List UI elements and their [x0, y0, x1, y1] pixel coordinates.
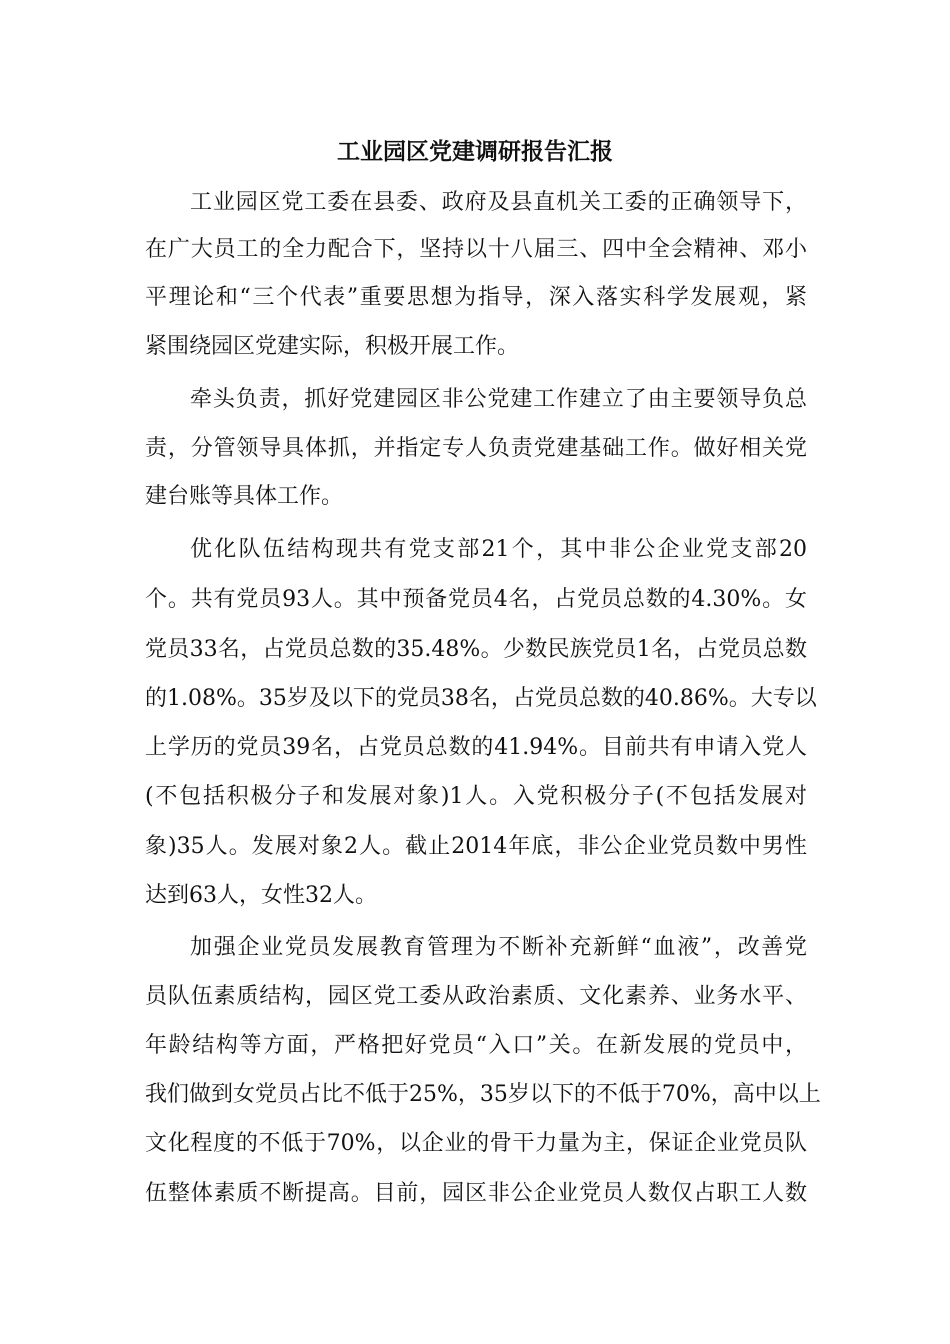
paragraph-4-line-5: 文化程度的不低于70%，以企业的骨干力量为主，保证企业党员队: [145, 1131, 807, 1156]
paragraph-3-line-2: 个。共有党员93人。其中预备党员4名，占党员总数的4.30%。女: [145, 587, 807, 612]
paragraph-2-line-2: 责，分管领导具体抓，并指定专人负责党建基础工作。做好相关党: [145, 436, 807, 461]
paragraph-4-line-2: 员队伍素质结构，园区党工委从政治素质、文化素养、业务水平、: [145, 984, 807, 1009]
paragraph-1-line-3: 平理论和“三个代表”重要思想为指导，深入落实科学发展观，紧: [145, 285, 807, 310]
paragraph-2-line-3: 建台账等具体工作。: [145, 484, 344, 509]
paragraph-3-line-7: 象)35人。发展对象2人。截止2014年底，非公企业党员数中男性: [145, 834, 807, 859]
paragraph-1-line-4: 紧围绕园区党建实际，积极开展工作。: [145, 334, 520, 359]
paragraph-3-line-8: 达到63人，女性32人。: [145, 883, 377, 908]
paragraph-3-line-6: (不包括积极分子和发展对象)1人。入党积极分子(不包括发展对: [145, 784, 807, 809]
paragraph-3-line-4: 的1.08%。35岁及以下的党员38名，占党员总数的40.86%。大专以: [145, 686, 817, 711]
paragraph-4-line-1: 加强企业党员发展教育管理为不断补充新鲜“血液”，改善党: [190, 935, 807, 960]
paragraph-4-line-4: 我们做到女党员占比不低于25%，35岁以下的不低于70%，高中以上: [145, 1082, 821, 1107]
paragraph-4-line-6: 伍整体素质不断提高。目前，园区非公企业党员人数仅占职工人数: [145, 1181, 807, 1206]
paragraph-1-line-1: 工业园区党工委在县委、政府及县直机关工委的正确领导下，: [190, 190, 807, 215]
paragraph-3-line-1: 优化队伍结构现共有党支部21个，其中非公企业党支部20: [190, 537, 807, 562]
paragraph-3-line-3: 党员33名，占党员总数的35.48%。少数民族党员1名，占党员总数: [145, 637, 807, 662]
paragraph-1-line-2: 在广大员工的全力配合下，坚持以十八届三、四中全会精神、邓小: [145, 237, 807, 262]
paragraph-4-line-3: 年龄结构等方面，严格把好党员“入口”关。在新发展的党员中，: [145, 1033, 807, 1058]
document-title: 工业园区党建调研报告汇报: [337, 139, 613, 165]
paragraph-3-line-5: 上学历的党员39名，占党员总数的41.94%。目前共有申请入党人: [145, 735, 807, 760]
paragraph-2-line-1: 牵头负责，抓好党建园区非公党建工作建立了由主要领导负总: [190, 387, 807, 412]
